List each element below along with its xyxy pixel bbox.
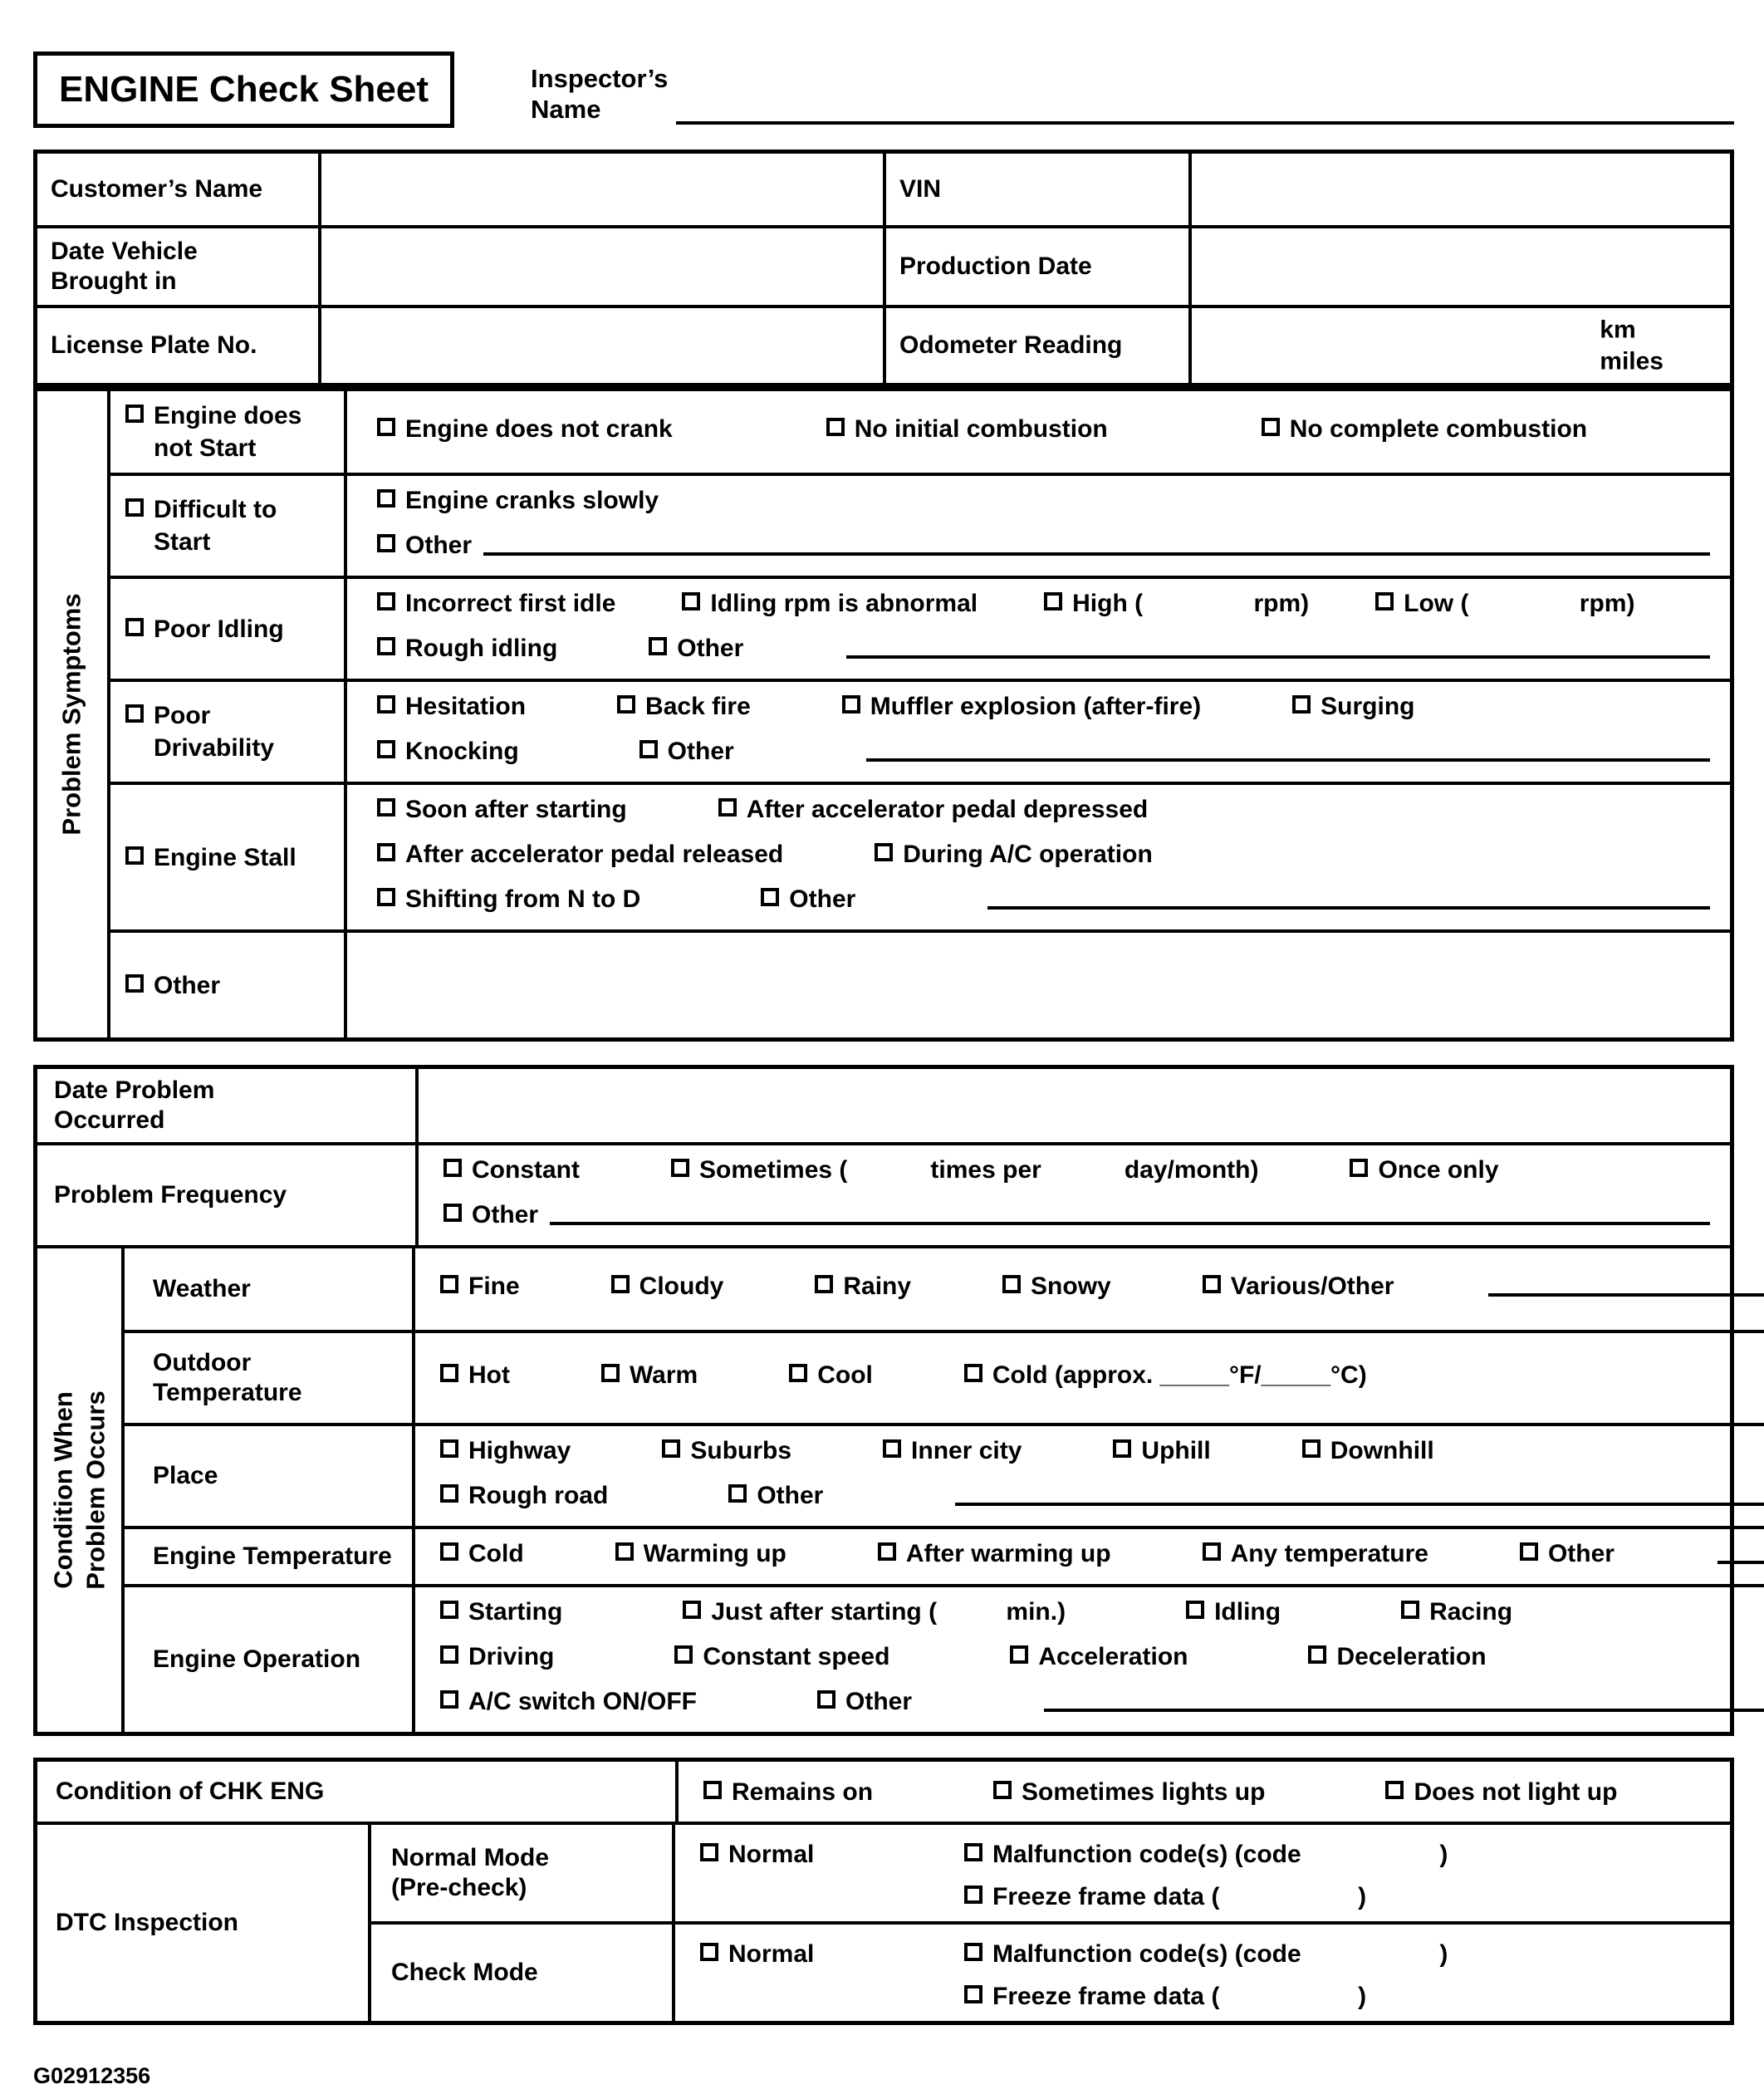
date-brought-in-label: Date Vehicle Brought in xyxy=(37,228,321,305)
opt-once-only[interactable]: Once only xyxy=(1350,1154,1498,1186)
table-row xyxy=(110,579,1730,682)
checkbox[interactable] xyxy=(878,1542,896,1561)
opt-no-complete-combustion[interactable]: No complete combustion xyxy=(1262,413,1587,445)
table-row xyxy=(37,1145,1730,1248)
dtc-inspection-label: DTC Inspection xyxy=(37,1825,371,2021)
table-row xyxy=(37,1825,1730,2021)
check-mode-label: Check Mode xyxy=(371,1925,675,2021)
table-row xyxy=(371,1825,1730,1925)
opt-check-mode-freeze-frame[interactable]: Freeze frame data ( ) xyxy=(964,1980,1710,2013)
category-difficult-to-start xyxy=(110,476,347,576)
problem-frequency-label: Problem Frequency xyxy=(37,1145,419,1245)
table-row xyxy=(110,682,1730,785)
checkbox[interactable] xyxy=(703,1781,722,1799)
category-engine-does-not-start xyxy=(110,391,347,473)
checkbox[interactable] xyxy=(789,1364,807,1382)
checkbox[interactable] xyxy=(377,740,395,758)
checkbox[interactable] xyxy=(377,592,395,611)
opt-sometimes[interactable]: Sometimes ( times per day/month) xyxy=(671,1154,1258,1186)
opt-rainy[interactable]: Rainy xyxy=(815,1270,911,1302)
condition-section-label: Condition When Problem Occurs xyxy=(37,1248,125,1732)
checkbox[interactable] xyxy=(377,489,395,508)
checkbox[interactable] xyxy=(443,1204,462,1222)
options-cell xyxy=(419,1145,1730,1245)
checkbox[interactable] xyxy=(826,418,845,436)
opt-shifting-n-to-d[interactable]: Shifting from N to D xyxy=(377,883,640,915)
checkbox[interactable] xyxy=(682,592,700,611)
difficult-start-other-field[interactable] xyxy=(483,529,1710,556)
table-row xyxy=(125,1248,1764,1333)
normal-mode-label: Normal Mode (Pre-check) xyxy=(371,1825,675,1921)
opt-high-rpm[interactable]: High ( rpm) xyxy=(1044,587,1309,620)
page-title-text: ENGINE Check Sheet xyxy=(59,69,429,110)
opt-cold-approx[interactable]: Cold (approx. _____°F/_____°C) xyxy=(964,1359,1367,1391)
opt-difficult-start-other[interactable]: Other xyxy=(377,529,472,561)
table-row xyxy=(37,154,1730,228)
checkbox[interactable] xyxy=(440,1542,458,1561)
checkbox[interactable] xyxy=(761,888,779,906)
table-row xyxy=(110,933,1730,1037)
checkbox[interactable] xyxy=(443,1159,462,1177)
checkbox[interactable] xyxy=(601,1364,620,1382)
checkbox[interactable] xyxy=(964,1885,982,1904)
drivability-other-field[interactable] xyxy=(866,735,1710,762)
checkbox[interactable] xyxy=(440,1275,458,1293)
checkbox[interactable] xyxy=(125,618,144,636)
checkbox[interactable] xyxy=(993,1781,1012,1799)
opt-any-temperature[interactable]: Any temperature xyxy=(1203,1537,1428,1570)
opt-engine-stall[interactable]: Engine Stall xyxy=(125,841,296,874)
opt-symptom-other[interactable]: Other xyxy=(125,969,220,1002)
customer-name-label: Customer’s Name xyxy=(37,154,321,225)
customer-name-field[interactable] xyxy=(321,154,886,225)
opt-back-fire[interactable]: Back fire xyxy=(617,690,751,723)
header xyxy=(33,51,1734,128)
opt-constant-speed[interactable]: Constant speed xyxy=(674,1640,889,1673)
dtc-rows xyxy=(371,1825,1730,2021)
opt-remains-on[interactable]: Remains on xyxy=(703,1776,873,1808)
checkbox[interactable] xyxy=(377,798,395,816)
inspector-name-label xyxy=(531,63,668,125)
checkbox[interactable] xyxy=(718,798,737,816)
opt-constant[interactable]: Constant xyxy=(443,1154,580,1186)
opt-frequency-other[interactable]: Other xyxy=(443,1199,538,1231)
checkbox[interactable] xyxy=(617,695,635,713)
checkbox[interactable] xyxy=(1350,1159,1368,1177)
vin-field[interactable] xyxy=(1192,154,1730,225)
options-cell xyxy=(415,1587,1764,1732)
opt-engtemp-other[interactable]: Other xyxy=(1520,1537,1615,1570)
opt-incorrect-first-idle[interactable]: Incorrect first idle xyxy=(377,587,615,620)
opt-inner-city[interactable]: Inner city xyxy=(883,1434,1022,1467)
checkbox[interactable] xyxy=(817,1690,835,1709)
options-cell xyxy=(679,1762,1730,1822)
odometer-units xyxy=(1600,315,1664,377)
checkbox[interactable] xyxy=(964,1364,982,1382)
opt-warming-up[interactable]: Warming up xyxy=(615,1537,786,1570)
checkbox[interactable] xyxy=(377,888,395,906)
opt-rough-idling[interactable]: Rough idling xyxy=(377,632,557,664)
opt-normal-mode-freeze-frame[interactable]: Freeze frame data ( ) xyxy=(964,1881,1710,1913)
opt-place-other[interactable]: Other xyxy=(728,1479,823,1512)
opt-acceleration[interactable]: Acceleration xyxy=(1010,1640,1188,1673)
outdoor-temperature-label: Outdoor Temperature xyxy=(125,1333,415,1423)
opt-poor-drivability[interactable]: Poor Drivability xyxy=(125,699,336,764)
table-row xyxy=(371,1925,1730,2021)
opt-engine-does-not-crank[interactable]: Engine does not crank xyxy=(377,413,673,445)
opt-cool[interactable]: Cool xyxy=(789,1359,873,1391)
table-row xyxy=(37,1762,1730,1825)
checkbox[interactable] xyxy=(1203,1275,1221,1293)
opt-difficult-to-start[interactable]: Difficult to Start xyxy=(125,493,336,558)
checkbox[interactable] xyxy=(671,1159,689,1177)
checkbox[interactable] xyxy=(815,1275,833,1293)
opt-low-rpm[interactable]: Low ( rpm) xyxy=(1375,587,1634,620)
opt-idling[interactable]: Idling xyxy=(1186,1596,1281,1628)
various-other-field[interactable] xyxy=(1488,1270,1764,1297)
checkbox[interactable] xyxy=(440,1439,458,1458)
checkbox[interactable] xyxy=(728,1484,747,1503)
opt-muffler-explosion[interactable]: Muffler explosion (after-fire) xyxy=(842,690,1201,723)
condition-when-problem-occurs xyxy=(37,1248,1730,1732)
opt-driving[interactable]: Driving xyxy=(440,1640,554,1673)
checkbox[interactable] xyxy=(125,405,144,423)
checkbox[interactable] xyxy=(377,418,395,436)
table-row xyxy=(110,785,1730,933)
problem-symptoms-section-label: Problem Symptoms xyxy=(37,391,110,1037)
checkbox[interactable] xyxy=(1302,1439,1321,1458)
opt-snowy[interactable]: Snowy xyxy=(1002,1270,1111,1302)
opt-during-ac-operation[interactable]: During A/C operation xyxy=(875,838,1153,870)
options-cell xyxy=(347,579,1730,679)
opt-highway[interactable]: Highway xyxy=(440,1434,571,1467)
weather-label: Weather xyxy=(125,1248,415,1330)
problem-symptoms-rows xyxy=(110,391,1730,1037)
opt-soon-after-starting[interactable]: Soon after starting xyxy=(377,793,627,826)
opt-engine-cranks-slowly[interactable]: Engine cranks slowly xyxy=(377,484,659,517)
checkbox[interactable] xyxy=(125,498,144,517)
checkbox[interactable] xyxy=(1292,695,1311,713)
opt-ac-switch[interactable]: A/C switch ON/OFF xyxy=(440,1685,697,1718)
options-cell xyxy=(415,1248,1764,1330)
opt-check-mode-malfunction-codes[interactable]: Malfunction code(s) (code ) xyxy=(964,1938,1710,1970)
opt-downhill[interactable]: Downhill xyxy=(1302,1434,1434,1467)
table-row xyxy=(37,228,1730,308)
vehicle-info-table xyxy=(33,150,1734,387)
opt-sometimes-lights-up[interactable]: Sometimes lights up xyxy=(993,1776,1265,1808)
table-row xyxy=(125,1587,1764,1732)
date-problem-occurred-label: Date Problem Occurred xyxy=(37,1069,419,1142)
page-title xyxy=(33,51,454,128)
engine-temperature-label: Engine Temperature xyxy=(125,1529,415,1584)
frequency-other-field[interactable] xyxy=(550,1199,1710,1225)
category-engine-stall xyxy=(110,785,347,929)
chk-eng-table xyxy=(33,1758,1734,2025)
checkbox[interactable] xyxy=(1401,1601,1419,1619)
checkbox[interactable] xyxy=(1113,1439,1131,1458)
opt-idling-rpm-abnormal[interactable]: Idling rpm is abnormal xyxy=(682,587,978,620)
options-cell xyxy=(415,1529,1764,1584)
category-symptom-other xyxy=(110,933,347,1037)
license-plate-label: License Plate No. xyxy=(37,308,321,383)
checkbox[interactable] xyxy=(125,704,144,723)
opt-check-mode-normal[interactable]: Normal xyxy=(700,1938,964,1970)
checkbox[interactable] xyxy=(377,534,395,552)
checkbox[interactable] xyxy=(1262,418,1280,436)
inspector-name-field[interactable] xyxy=(676,116,1734,125)
production-date-field[interactable] xyxy=(1192,228,1730,305)
date-brought-in-field[interactable] xyxy=(321,228,886,305)
checkbox[interactable] xyxy=(615,1542,634,1561)
engine-operation-label: Engine Operation xyxy=(125,1587,415,1732)
opt-engtemp-cold[interactable]: Cold xyxy=(440,1537,524,1570)
checkbox[interactable] xyxy=(377,843,395,861)
checkbox[interactable] xyxy=(125,846,144,865)
checkbox[interactable] xyxy=(440,1484,458,1503)
table-row xyxy=(125,1426,1764,1529)
production-date-label: Production Date xyxy=(886,228,1192,305)
problem-occurrence-table xyxy=(33,1065,1734,1736)
place-label: Place xyxy=(125,1426,415,1526)
figure-code: G02912356 xyxy=(33,2063,151,2088)
checkbox[interactable] xyxy=(440,1690,458,1709)
checkbox[interactable] xyxy=(1203,1542,1221,1561)
opt-fine[interactable]: Fine xyxy=(440,1270,520,1302)
inspector-label-line1: Inspector’s xyxy=(531,63,669,93)
checkbox[interactable] xyxy=(1186,1601,1204,1619)
options-cell xyxy=(415,1333,1764,1423)
opt-deceleration[interactable]: Deceleration xyxy=(1308,1640,1486,1673)
opt-knocking[interactable]: Knocking xyxy=(377,735,519,767)
opt-drivability-other[interactable]: Other xyxy=(639,735,734,767)
opt-idling-other[interactable]: Other xyxy=(649,632,743,664)
table-row xyxy=(125,1529,1764,1587)
opt-rough-road[interactable]: Rough road xyxy=(440,1479,608,1512)
opt-normal-mode-malfunction-codes[interactable]: Malfunction code(s) (code ) xyxy=(964,1838,1710,1871)
opt-engine-does-not-start[interactable]: Engine does not Start xyxy=(125,400,336,464)
checkbox[interactable] xyxy=(964,1943,982,1961)
opt-hesitation[interactable]: Hesitation xyxy=(377,690,526,723)
opt-stall-other[interactable]: Other xyxy=(761,883,855,915)
checkbox[interactable] xyxy=(440,1601,458,1619)
checkbox[interactable] xyxy=(875,843,893,861)
checkbox[interactable] xyxy=(377,637,395,655)
checkbox[interactable] xyxy=(440,1364,458,1382)
opt-racing[interactable]: Racing xyxy=(1401,1596,1512,1628)
problem-symptoms-table xyxy=(33,387,1734,1042)
checkbox[interactable] xyxy=(674,1645,693,1664)
opt-warm[interactable]: Warm xyxy=(601,1359,698,1391)
engop-other-field[interactable] xyxy=(1044,1685,1764,1712)
checkbox[interactable] xyxy=(440,1645,458,1664)
checkbox[interactable] xyxy=(649,637,667,655)
opt-engop-other[interactable]: Other xyxy=(817,1685,912,1718)
license-plate-field[interactable] xyxy=(321,308,886,383)
checkbox[interactable] xyxy=(1010,1645,1028,1664)
options-cell xyxy=(675,1925,1730,2021)
table-row xyxy=(37,1069,1730,1145)
options-cell xyxy=(415,1426,1764,1526)
options-cell xyxy=(347,682,1730,782)
opt-surging[interactable]: Surging xyxy=(1292,690,1414,723)
checkbox[interactable] xyxy=(1308,1645,1326,1664)
vin-label: VIN xyxy=(886,154,1192,225)
checkbox[interactable] xyxy=(1044,592,1062,611)
table-row xyxy=(110,476,1730,579)
opt-normal-mode-normal[interactable]: Normal xyxy=(700,1838,964,1871)
options-cell xyxy=(347,476,1730,576)
checkbox[interactable] xyxy=(611,1275,630,1293)
opt-hot[interactable]: Hot xyxy=(440,1359,510,1391)
condition-rows xyxy=(125,1248,1764,1732)
place-other-field[interactable] xyxy=(955,1479,1764,1506)
opt-cloudy[interactable]: Cloudy xyxy=(611,1270,724,1302)
opt-starting[interactable]: Starting xyxy=(440,1596,562,1628)
checkbox[interactable] xyxy=(842,695,860,713)
opt-after-accel-depressed[interactable]: After accelerator pedal depressed xyxy=(718,793,1149,826)
date-problem-occurred-field[interactable] xyxy=(419,1069,1730,1142)
checkbox[interactable] xyxy=(964,1843,982,1861)
options-cell xyxy=(347,391,1730,473)
table-row xyxy=(110,391,1730,476)
idling-other-field[interactable] xyxy=(846,632,1710,659)
opt-various-other[interactable]: Various/Other xyxy=(1203,1270,1394,1302)
opt-after-warming-up[interactable]: After warming up xyxy=(878,1537,1111,1570)
checkbox[interactable] xyxy=(639,740,658,758)
symptom-other-field[interactable] xyxy=(347,933,1730,1037)
checkbox[interactable] xyxy=(1002,1275,1021,1293)
unit-km: km xyxy=(1600,316,1636,344)
opt-uphill[interactable]: Uphill xyxy=(1113,1434,1210,1467)
checkbox[interactable] xyxy=(1520,1542,1538,1561)
options-cell xyxy=(675,1825,1730,1921)
table-row xyxy=(37,308,1730,383)
checkbox[interactable] xyxy=(662,1439,680,1458)
opt-no-initial-combustion[interactable]: No initial combustion xyxy=(826,413,1108,445)
opt-just-after-starting[interactable]: Just after starting ( min.) xyxy=(683,1596,1066,1628)
condition-of-chk-eng-label: Condition of CHK ENG xyxy=(37,1762,679,1822)
options-cell xyxy=(347,785,1730,929)
table-row xyxy=(125,1333,1764,1426)
checkbox[interactable] xyxy=(125,974,144,993)
checkbox[interactable] xyxy=(700,1843,718,1861)
opt-suburbs[interactable]: Suburbs xyxy=(662,1434,791,1467)
opt-poor-idling[interactable]: Poor Idling xyxy=(125,613,284,645)
opt-after-accel-released[interactable]: After accelerator pedal released xyxy=(377,838,783,870)
checkbox[interactable] xyxy=(700,1943,718,1961)
checkbox[interactable] xyxy=(964,1985,982,2003)
checkbox[interactable] xyxy=(377,695,395,713)
opt-does-not-light-up[interactable]: Does not light up xyxy=(1385,1776,1617,1808)
unit-miles: miles xyxy=(1600,347,1664,375)
checkbox[interactable] xyxy=(1375,592,1394,611)
checkbox[interactable] xyxy=(683,1601,701,1619)
category-poor-drivability xyxy=(110,682,347,782)
checkbox[interactable] xyxy=(1385,1781,1404,1799)
category-poor-idling xyxy=(110,579,347,679)
stall-other-field[interactable] xyxy=(987,883,1710,910)
odometer-label: Odometer Reading xyxy=(886,308,1192,383)
inspector-label-line2: Name xyxy=(531,94,601,124)
odometer-field[interactable] xyxy=(1192,308,1730,383)
checkbox[interactable] xyxy=(883,1439,901,1458)
engtemp-other-field[interactable] xyxy=(1717,1537,1764,1564)
inspector-name-block xyxy=(531,51,1734,128)
